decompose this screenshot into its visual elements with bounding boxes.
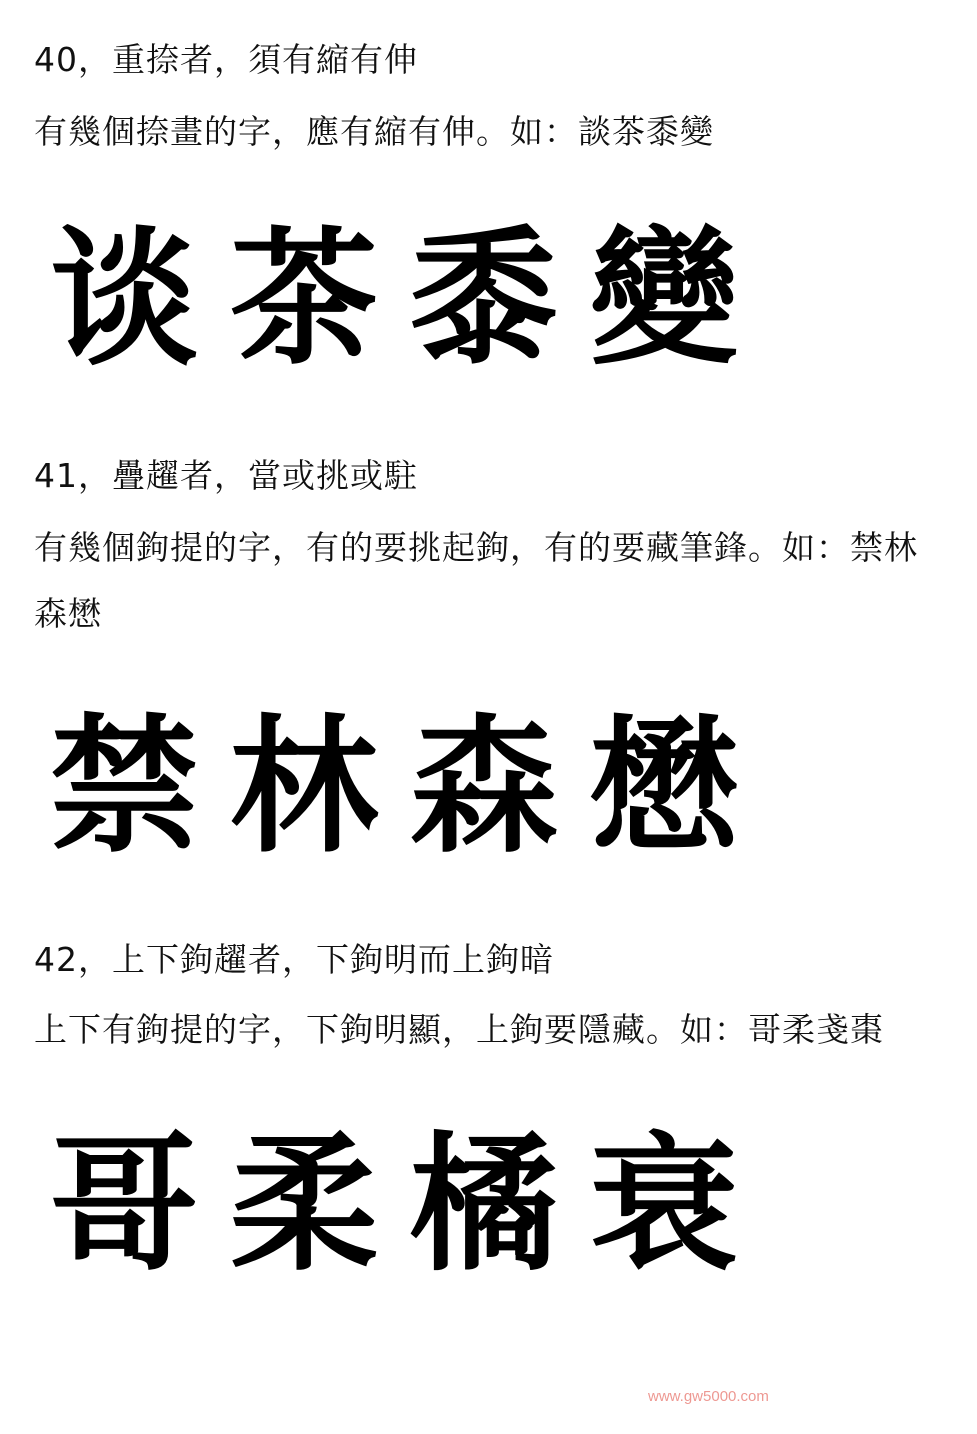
calligraphy-char: 柔: [230, 1117, 378, 1291]
section-41-calligraphy-row: [34, 699, 754, 873]
calligraphy-char: 谈: [50, 211, 198, 385]
calligraphy-char: 茶: [230, 211, 378, 385]
section-40-calligraphy-row: [34, 211, 754, 385]
section-41-body-line-2: 森懋: [34, 594, 102, 633]
calligraphy-char: 哥: [50, 1117, 198, 1291]
section-40-body: 有幾個捺畫的字，應有縮有伸。如：談茶黍變: [34, 112, 714, 151]
calligraphy-char: 懋: [590, 699, 738, 873]
calligraphy-char: 黍: [410, 211, 558, 385]
watermark-text: www.gw5000.com: [648, 1388, 769, 1405]
section-42-body: 上下有鉤提的字，下鉤明顯，上鉤要隱藏。如：哥柔戔棗: [34, 1010, 884, 1049]
calligraphy-char: 衰: [590, 1117, 738, 1291]
section-41-body-line-1: 有幾個鉤提的字，有的要挑起鉤，有的要藏筆鋒。如：禁林: [34, 528, 918, 567]
calligraphy-char: 禁: [50, 699, 198, 873]
section-40-heading: 40，重捺者，須有縮有伸: [34, 40, 418, 79]
section-42-heading: 42，上下鉤趯者，下鉤明而上鉤暗: [34, 940, 554, 979]
calligraphy-char: 森: [410, 699, 558, 873]
calligraphy-char: 變: [590, 211, 738, 385]
calligraphy-char: 橘: [410, 1117, 558, 1291]
section-42-calligraphy-row: [34, 1117, 754, 1291]
section-41-heading: 41，疊趯者，當或挑或駐: [34, 456, 418, 495]
calligraphy-char: 林: [230, 699, 378, 873]
